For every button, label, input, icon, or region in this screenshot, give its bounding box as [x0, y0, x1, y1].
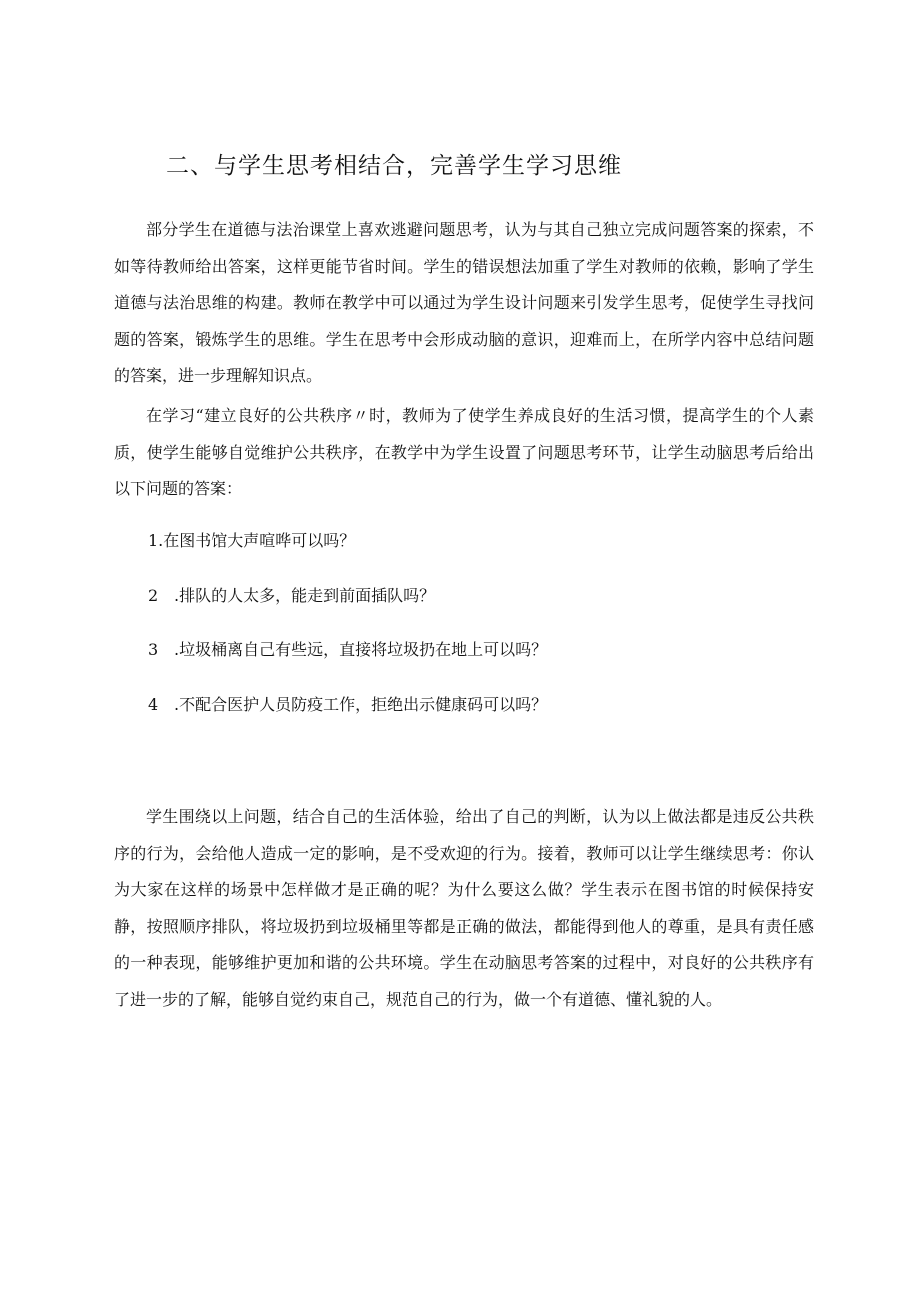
question-item	[148, 638, 547, 662]
question-text: .排队的人太多，能走到前面插队吗？	[174, 586, 436, 605]
question-item	[148, 693, 547, 717]
question-number: 1.	[148, 531, 164, 550]
question-number: 3	[148, 640, 159, 659]
question-text: .垃圾桶离自己有些远，直接将垃圾扔在地上可以吗？	[174, 640, 548, 659]
question-item	[148, 584, 435, 608]
question-number: 2	[148, 586, 159, 605]
question-number: 4	[148, 695, 159, 714]
paragraph-intro: 部分学生在道德与法治课堂上喜欢逃避问题思考，认为与其自己独立完成问题答案的探索，不如等待教师给出答案，这样更能节省时间。学生的错误想法加重了学生对教师的依赖，影响了学生道德与法治思维的构建。教师在教学中可以通过为学生设计问题来引发学生思考，促使学生寻找问题的答案，锻炼学生的思维。学生在思考中会形成动脑的意识，迎难而上，在所学内容中总结问题的答案，进一步理解知识点。	[114, 220, 814, 385]
paragraph-conclusion: 学生围绕以上问题，结合自己的生活体验，给出了自己的判断，认为以上做法都是违反公共秩序的行为，会给他人造成一定的影响，是不受欢迎的行为。接着，教师可以让学生继续思考：你认为大家在这样的场景中怎样做才是正确的呢？为什么要这么做？学生表示在图书馆的时候保持安静，按照顺序排队，将垃圾扔到垃圾桶里等都是正确的做法，都能得到他人的尊重，是具有责任感的一种表现，能够维护更加和谐的公共环境。学生在动脑思考答案的过程中，对良好的公共秩序有了进一步的了解，能够自觉约束自己，规范自己的行为，做一个有道德、懂礼貌的人。	[114, 807, 814, 1009]
section-heading: 二、与学生思考相结合，完善学生学习思维	[166, 153, 622, 179]
question-text: 在图书馆大声喧哗可以吗？	[163, 531, 356, 550]
question-text: .不配合医护人员防疫工作，拒绝出示健康码可以吗？	[174, 695, 548, 714]
question-item	[148, 529, 355, 553]
paragraph-example: 在学习“建立良好的公共秩序〃时，教师为了使学生养成良好的生活习惯，提高学生的个人素质，使学生能够自觉维护公共秩序，在教学中为学生设置了问题思考环节，让学生动脑思考后给出以下问题的答案：	[114, 406, 814, 498]
